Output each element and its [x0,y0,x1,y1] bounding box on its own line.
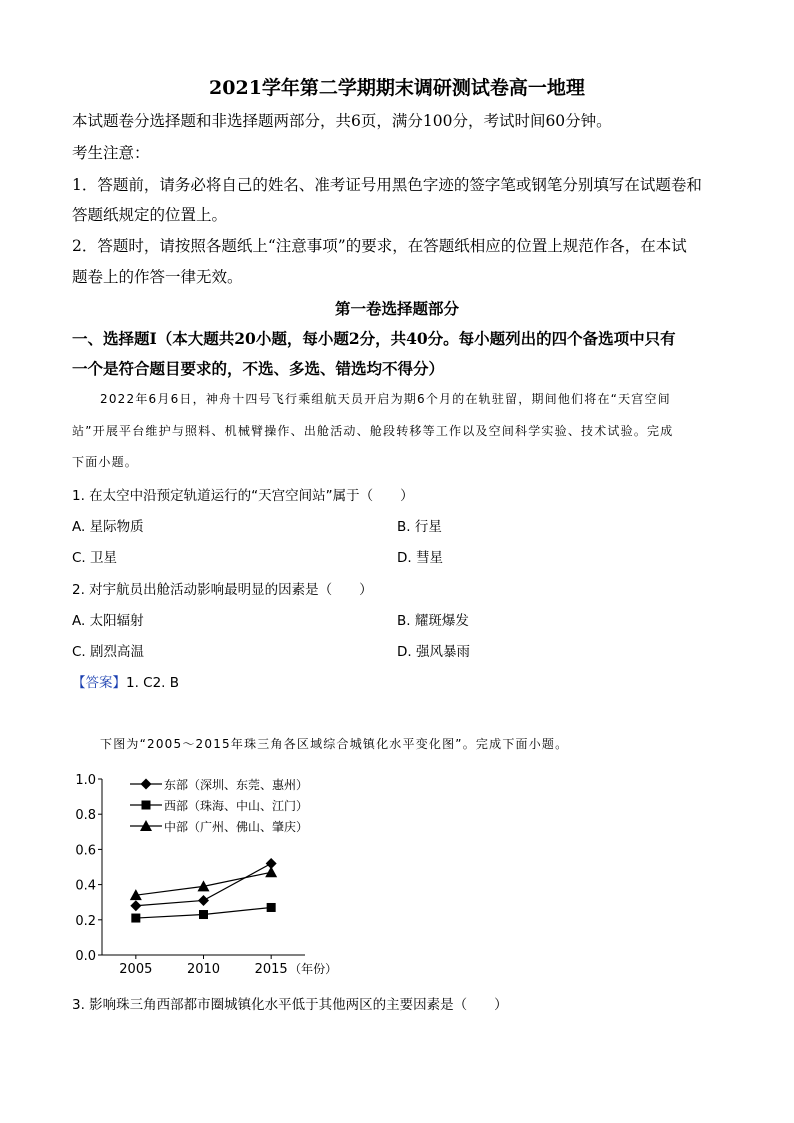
question-3-stem: 3. 影响珠三角西部都市圈城镇化水平低于其他两区的主要因素是（ ） [72,997,508,1013]
y-tick-label: 1.0 [75,773,96,788]
answer-label: 【答案】 [72,675,126,691]
answer-value: 1. C2. B [126,675,180,691]
question-2-option-c: C. 剧烈高温 [72,644,145,660]
question-1-option-c: C. 卫星 [72,550,118,566]
notice-item-1-line-2: 答题纸规定的位置上。 [72,206,228,224]
x-tick-label: 2005 [119,962,153,977]
notice-item-1-line-1: 1．答题前，请务必将自己的姓名、准考证号用黑色字迹的签字笔或钢笔分别填写在试题卷和 [72,176,702,194]
x-tick-label: 2010 [186,962,221,977]
data-point-diamond [130,900,141,911]
legend-marker-diamond [141,779,152,790]
notice-item-2-line-1: 2．答题时，请按照各题纸上“注意事项”的要求，在答题纸相应的位置上规范作各，在本试 [72,237,687,255]
notice-heading: 考生注意： [72,144,150,162]
question-2-option-b: B. 耀斑爆发 [397,613,469,629]
legend-label-diamond: 东部（深圳、东莞、惠州） [164,778,309,792]
answer-line [72,671,179,691]
data-point-square [199,910,208,919]
question-1-option-d: D. 彗星 [397,550,443,566]
notice-item-2-line-2: 题卷上的作答一律无效。 [72,268,243,286]
exam-title: 2021学年第二学期期末调研测试卷高一地理 [209,77,585,99]
y-tick-label: 0.4 [75,878,96,894]
part1-instruction-line-1: 一、选择题Ⅰ（本大题共20小题，每小题2分，共40分。每小题列出的四个备选项中只有 [72,329,676,348]
y-tick-label: 0.2 [75,913,96,929]
data-point-square [267,903,276,912]
question-2-option-d: D. 强风暴雨 [397,644,470,660]
legend-marker-square [142,801,151,810]
data-point-square [131,914,140,923]
passage1-line-2: 站”开展平台维护与照料、机械臂操作、出舱活动、舱段转移等工作以及空间科学实验、技术试验。完成 [72,424,674,438]
question-2-stem: 2. 对宇航员出舱活动影响最明显的因素是（ ） [72,582,373,598]
legend-label-square: 西部（珠海、中山、江门） [164,799,309,813]
data-point-diamond [198,895,209,906]
y-tick-label: 0.0 [75,949,96,964]
y-tick-label: 0.8 [75,808,96,824]
passage1-line-3: 下面小题。 [72,455,139,469]
exam-intro: 本试题卷分选择题和非选择题两部分，共6页，满分100分，考试时间60分钟。 [72,112,612,130]
passage2: 下图为“2005～2015年珠三角各区域综合城镇化水平变化图”。完成下面小题。 [100,737,569,751]
question-1-stem: 1. 在太空中沿预定轨道运行的“天宫空间站”属于（ ） [72,488,414,504]
y-tick-label: 0.6 [75,843,96,859]
urbanization-line-chart [60,765,360,980]
x-axis-label: （年份） [289,962,338,976]
x-tick-label: 2015 [254,962,288,977]
legend-label-triangle: 中部（广州、佛山、肇庆） [164,820,309,834]
data-point-triangle [265,866,277,877]
passage1-line-1: 2022年6月6日，神舟十四号飞行乘组航天员开启为期6个月的在轨驻留，期间他们将在“天宫空间 [100,392,671,406]
question-2-option-a: A. 太阳辐射 [72,613,144,629]
question-1-option-a: A. 星际物质 [72,519,144,535]
question-1-option-b: B. 行星 [397,519,442,535]
section-title: 第一卷选择题部分 [334,299,459,318]
part1-instruction-line-2: 一个是符合题目要求的，不选、多选、错选均不得分） [72,359,445,378]
